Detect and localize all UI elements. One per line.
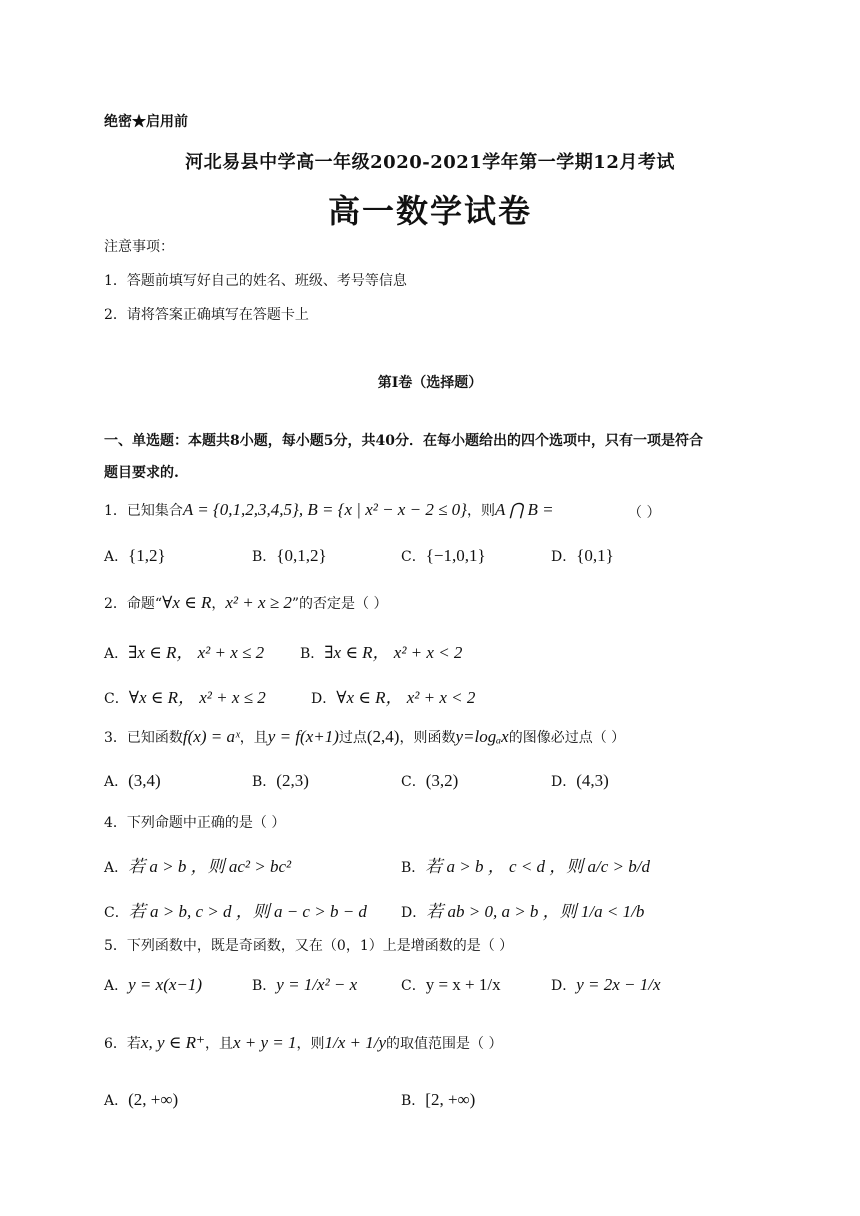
math-expression: ∀x ∈ R <box>162 593 212 612</box>
option-d <box>551 975 661 995</box>
math-expression: y=logₐx <box>455 727 509 746</box>
option-b <box>401 852 650 877</box>
math-expression: x² + x ≥ 2 <box>225 593 292 612</box>
section-heading-cont: 题目要求的. <box>104 465 179 481</box>
option-label: B． <box>252 978 277 994</box>
option-label: A． <box>104 978 129 994</box>
option-text: [2, +∞) <box>425 1090 476 1109</box>
option-text: 若 a > b ，则 ac² > bc² <box>128 857 292 876</box>
option-label: A． <box>104 549 129 565</box>
option-text: (3,2) <box>425 771 459 790</box>
option-a <box>104 546 166 566</box>
option-text: 若 a > b, c > d ，则 a − c > b − d <box>128 902 367 921</box>
option-text: {−1,0,1} <box>425 546 486 565</box>
option-label: D． <box>551 549 577 565</box>
note-item: 2．请将答案正确填写在答题卡上 <box>104 307 309 323</box>
option-d <box>551 546 614 566</box>
option-b <box>252 975 357 995</box>
option-text: y = x(x−1) <box>128 975 203 994</box>
option-label: A． <box>104 646 129 662</box>
option-d <box>401 897 644 922</box>
option-a <box>104 638 264 663</box>
stem-text: 过点 <box>338 730 367 746</box>
option-b <box>252 546 327 566</box>
option-label: A． <box>104 1093 129 1109</box>
math-expression: A = {0,1,2,3,4,5}, B = {x | x² − x − 2 ≤ 0} <box>182 500 467 519</box>
option-label: D． <box>311 691 337 707</box>
notes-title: 注意事项： <box>104 239 174 255</box>
option-text: y = 1/x² − x <box>276 975 358 994</box>
math-expression: x + y = 1 <box>232 1033 297 1052</box>
stem-text: 3．已知函数 <box>104 730 183 746</box>
option-label: C． <box>401 978 426 994</box>
option-b <box>252 771 309 791</box>
option-b <box>300 638 462 663</box>
option-a <box>104 1090 178 1110</box>
option-text: ∃x ∈ R， x² + x < 2 <box>324 643 463 662</box>
option-c <box>401 975 501 995</box>
option-d <box>311 683 475 708</box>
stem-text: 1．已知集合 <box>104 503 183 519</box>
option-b <box>401 1090 475 1110</box>
answer-paren: （ ） <box>628 505 661 521</box>
note-item: 1．答题前填写好自己的姓名、班级、考号等信息 <box>104 273 407 289</box>
volume-title: 第I卷（选择题） <box>377 375 483 391</box>
option-c <box>104 683 266 708</box>
option-label: B． <box>401 1093 426 1109</box>
option-a <box>104 771 161 791</box>
math-expression: (2,4) <box>366 727 400 746</box>
option-text: ∀x ∈ R， x² + x ≤ 2 <box>128 688 266 707</box>
option-text: (2,3) <box>276 771 309 790</box>
question-4-stem: 4．下列命题中正确的是（ ） <box>104 815 286 831</box>
stem-text: ，则 <box>296 1036 325 1052</box>
option-label: A． <box>104 860 129 876</box>
option-text: ∃x ∈ R， x² + x ≤ 2 <box>128 643 265 662</box>
question-1-stem <box>104 500 554 520</box>
math-expression: x, y ∈ R⁺ <box>140 1033 205 1052</box>
stem-text: 2．命题“ <box>104 596 163 612</box>
math-expression: 1/x + 1/y <box>324 1033 387 1052</box>
option-label: D． <box>551 774 577 790</box>
exam-school-line: 河北易县中学高一年级2020-2021学年第一学期12月考试 <box>185 152 675 173</box>
option-label: C． <box>104 905 129 921</box>
option-label: C． <box>401 774 426 790</box>
option-text: {0,1,2} <box>276 546 327 565</box>
stem-text: ， <box>211 596 226 612</box>
stem-text: ”的否定是（ ） <box>291 596 388 612</box>
option-label: D． <box>551 978 577 994</box>
option-text: ∀x ∈ R， x² + x < 2 <box>336 688 476 707</box>
option-text: 若 ab > 0, a > b ，则 1/a < 1/b <box>426 902 645 921</box>
option-text: y = 2x − 1/x <box>576 975 661 994</box>
option-label: B． <box>300 646 325 662</box>
option-label: B． <box>252 549 277 565</box>
option-label: B． <box>252 774 277 790</box>
stem-text: ，且 <box>204 1036 233 1052</box>
option-text: (3,4) <box>128 771 161 790</box>
stem-text: 6．若 <box>104 1036 141 1052</box>
option-a <box>104 975 202 995</box>
option-text: (2, +∞) <box>128 1090 179 1109</box>
math-expression: y = f(x+1) <box>267 727 339 746</box>
question-5-stem: 5．下列函数中，既是奇函数，又在（0，1）上是增函数的是（ ） <box>104 938 514 954</box>
stem-text: 的取值范围是（ ） <box>386 1036 503 1052</box>
option-text: 若 a > b ， c < d ，则 a/c > b/d <box>425 857 650 876</box>
math-expression: f(x) = aˣ <box>182 727 240 746</box>
option-text: y = x + 1/x <box>425 975 501 994</box>
confidential-mark: 绝密★启用前 <box>104 114 188 130</box>
stem-text: 的图像必过点（ ） <box>508 730 626 746</box>
option-a <box>104 852 291 877</box>
section-heading: 一、单选题：本题共8小题，每小题5分，共40分．在每小题给出的四个选项中，只有一项是符合 <box>104 433 703 449</box>
stem-text: ，且 <box>239 730 268 746</box>
option-label: A． <box>104 774 129 790</box>
paper-title: 高一数学试卷 <box>327 192 532 230</box>
stem-text: ，则 <box>466 503 495 519</box>
option-c <box>401 546 486 566</box>
option-text: {1,2} <box>128 546 166 565</box>
question-6-stem <box>104 1033 502 1053</box>
stem-text: ，则函数 <box>399 730 456 746</box>
option-text: (4,3) <box>576 771 609 790</box>
option-text: {0,1} <box>576 546 614 565</box>
question-2-stem <box>104 593 387 613</box>
option-label: D． <box>401 905 427 921</box>
option-label: B． <box>401 860 426 876</box>
math-expression: A ⋂ B = <box>494 500 554 519</box>
option-c <box>401 771 458 791</box>
option-label: C． <box>104 691 129 707</box>
option-label: C． <box>401 549 426 565</box>
question-3-stem <box>104 727 625 747</box>
option-c <box>104 897 367 922</box>
option-d <box>551 771 609 791</box>
